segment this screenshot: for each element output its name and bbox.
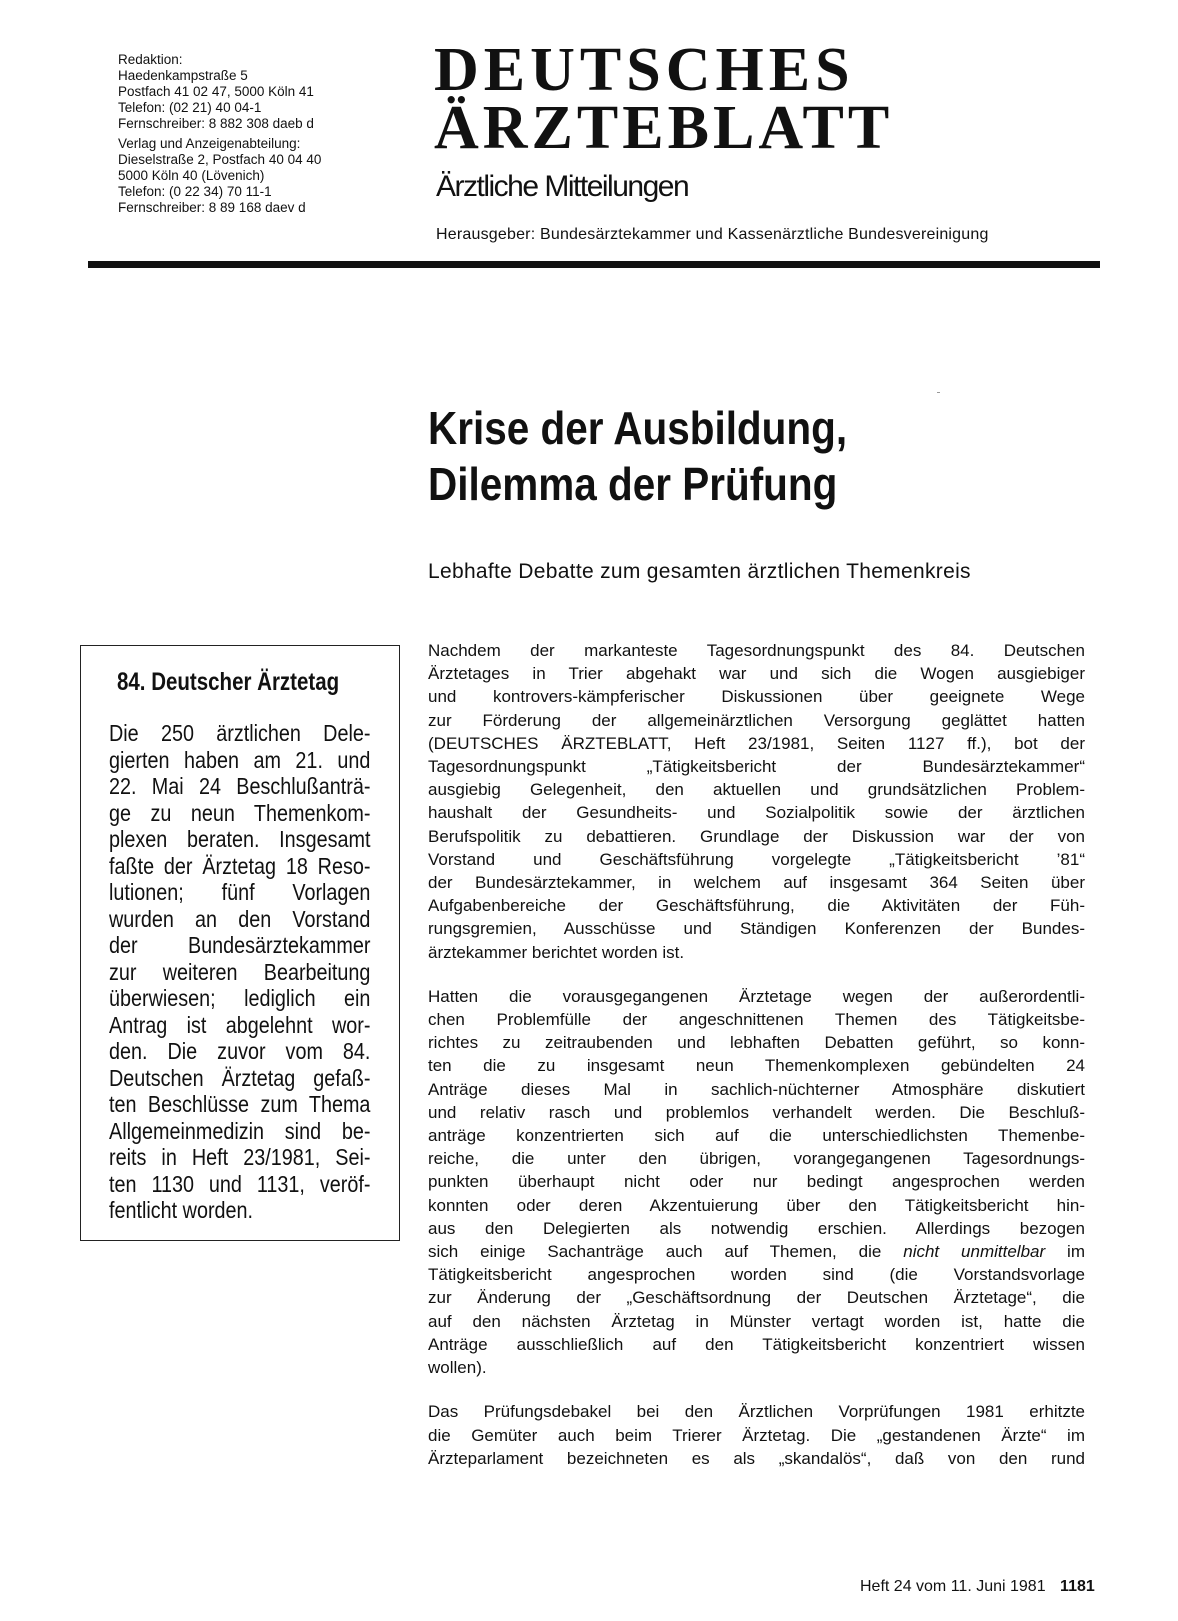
sidebar-line: reits in Heft 23/1981, Sei-	[109, 1144, 371, 1170]
paragraph-line: Berufspolitik zu debattieren. Grundlage der Diskussion war der von	[428, 826, 1085, 846]
address-line: Telefon: (02 21) 40 04-1	[118, 100, 262, 115]
publisher-address	[118, 136, 388, 216]
paragraph-line: ärztekammer berichtet worden ist.	[428, 942, 685, 962]
article-paragraph	[428, 1400, 1085, 1470]
paragraph-line: Vorstand und Geschäftsführung vorgelegte „Tätigkeitsbericht ’81“	[428, 849, 1085, 869]
article-headline	[428, 400, 847, 512]
paragraph-line: richtes zu zeitraubenden und lebhaften Debatten geführt, so konn-	[428, 1033, 1085, 1053]
sidebar-text	[109, 720, 371, 1224]
headline-line: Krise der Ausbildung,	[428, 402, 848, 454]
paragraph-line: die Gemüter auch beim Trierer Ärztetag. Die „gestandenen Ärzte“ im	[428, 1425, 1085, 1445]
masthead-publisher: Herausgeber: Bundesärztekammer und Kassenärztliche Bundesvereinigung	[436, 226, 989, 243]
address-line: Haedenkampstraße 5	[118, 68, 248, 83]
sidebar-line: wurden an den Vorstand	[109, 905, 371, 932]
sidebar-line: zur weiteren Bearbeitung	[109, 958, 371, 985]
sidebar-line: Die 250 ärztlichen Dele-	[109, 720, 371, 746]
paragraph-line: Ärztetages in Trier abgehakt war und sich die Wogen ausgiebiger	[428, 664, 1085, 684]
headline-line: Dilemma der Prüfung	[428, 458, 838, 510]
paragraph-line: reiche, die unter den übrigen, vorangegangenen Tagesordnungs-	[428, 1149, 1085, 1169]
print-mark	[937, 392, 940, 393]
paragraph-line: der Bundesärztekammer, in welchem auf insgesamt 364 Seiten über	[428, 873, 1085, 893]
paragraph-line: und kontrovers-kämpferischer Diskussionen über geeignete Wege	[428, 687, 1085, 707]
paragraph-line: sich einige Sachanträge auch auf Themen, die nicht unmittelbar im	[428, 1242, 1085, 1262]
address-line: Dieselstraße 2, Postfach 40 04 40	[118, 152, 322, 167]
address-line: Verlag und Anzeigenabteilung:	[118, 136, 301, 151]
paragraph-line: zur Änderung der „Geschäftsordnung der Deutschen Ärztetage“, die	[428, 1288, 1085, 1308]
paragraph-line: anträge konzentrierten sich auf die unterschiedlichsten Themenbe-	[428, 1126, 1085, 1146]
sidebar-title: 84. Deutscher Ärztetag	[117, 668, 340, 696]
paragraph-line: auf den nächsten Ärztetag in Münster vertagt worden ist, hatte die	[428, 1311, 1085, 1331]
sidebar-box	[80, 645, 400, 1241]
paragraph-line: ausgiebig Gelegenheit, den aktuellen und grundsätzlichen Problem-	[428, 780, 1085, 800]
address-line: Fernschreiber: 8 882 308 daeb d	[118, 116, 314, 131]
address-line: Redaktion:	[118, 52, 183, 67]
sidebar-line: ten 1130 und 1131, veröf-	[109, 1170, 371, 1197]
address-line: Postfach 41 02 47, 5000 Köln 41	[118, 84, 314, 99]
article-deck: Lebhafte Debatte zum gesamten ärztlichen Themenkreis	[428, 560, 971, 583]
address-line: Fernschreiber: 8 89 168 daev d	[118, 200, 306, 215]
paragraph-line: konnten oder deren Akzentuierung über den Tätigkeitsbericht hin-	[428, 1195, 1085, 1215]
article-paragraph	[428, 639, 1085, 964]
article-paragraph	[428, 985, 1085, 1379]
sidebar-line: Antrag ist abgelehnt wor-	[109, 1011, 371, 1038]
paragraph-line: (DEUTSCHES ÄRZTEBLATT, Heft 23/1981, Seiten 1127 ff.), bot der	[428, 733, 1085, 753]
paragraph-line: punkten überhaupt nicht oder nur bedingt angesprochen werden	[428, 1172, 1085, 1192]
paragraph-line: rungsgremien, Ausschüsse und Ständigen Konferenzen der Bundes-	[428, 919, 1085, 939]
paragraph-line: Das Prüfungsdebakel bei den Ärztlichen Vorprüfungen 1981 erhitzte	[428, 1402, 1085, 1422]
sidebar-line: der Bundesärztekammer	[109, 932, 371, 958]
sidebar-line: Allgemeinmedizin sind be-	[109, 1117, 371, 1144]
paragraph-line: aus den Delegierten als notwendig erschien. Allerdings bezogen	[428, 1218, 1085, 1238]
editorial-address	[118, 52, 388, 132]
paragraph-line: haushalt der Gesundheits- und Sozialpolitik sowie der ärztlichen	[428, 803, 1085, 823]
address-line: Telefon: (0 22 34) 70 11-1	[118, 184, 272, 199]
masthead-address	[118, 52, 388, 220]
address-line: 5000 Köln 40 (Lövenich)	[118, 168, 265, 183]
paragraph-line: Tagesordnungspunkt „Tätigkeitsbericht der Bundesärztekammer“	[428, 757, 1085, 777]
paragraph-line: zur Förderung der allgemeinärztlichen Versorgung geglättet hatten	[428, 710, 1085, 730]
sidebar-line: fentlicht worden.	[109, 1197, 254, 1223]
paragraph-line: Ärzteparlament bezeichneten es als „skandalös“, daß von den rund	[428, 1448, 1085, 1468]
sidebar-line: den. Die zuvor vom 84.	[109, 1038, 371, 1064]
paragraph-line: Tätigkeitsbericht angesprochen worden sind (die Vorstandsvorlage	[428, 1265, 1085, 1285]
paragraph-line: und relativ rasch und problemlos verhandelt werden. Die Beschluß-	[428, 1102, 1085, 1122]
paragraph-line: Aufgabenbereiche der Geschäftsführung, die Aktivitäten der Füh-	[428, 896, 1085, 916]
page-footer	[860, 1578, 1095, 1596]
masthead-subtitle: Ärztliche Mitteilungen	[436, 170, 689, 203]
sidebar-line: plexen beraten. Insgesamt	[109, 826, 371, 852]
article-body	[428, 639, 1085, 1491]
page-number: 1181	[1060, 1578, 1095, 1595]
issue-info: Heft 24 vom 11. Juni 1981	[860, 1578, 1046, 1595]
sidebar-line: 22. Mai 24 Beschlußanträ-	[109, 773, 371, 799]
sidebar-line: überwiesen; lediglich ein	[109, 985, 371, 1011]
paragraph-line: Hatten die vorausgegangenen Ärztetage wegen der außerordentli-	[428, 986, 1085, 1006]
paragraph-line: Anträge dieses Mal in sachlich-nüchterner Atmosphäre diskutiert	[428, 1079, 1085, 1099]
sidebar-line: lutionen; fünf Vorlagen	[109, 879, 371, 905]
paragraph-line: chen Problemfülle der angeschnittenen Themen des Tätigkeitsbe-	[428, 1010, 1085, 1030]
paragraph-line: ten die zu insgesamt neun Themenkomplexen gebündelten 24	[428, 1056, 1085, 1076]
paragraph-line: Anträge ausschließlich auf den Tätigkeitsbericht konzentriert wissen	[428, 1334, 1085, 1354]
sidebar-line: Deutschen Ärztetag gefaß-	[109, 1064, 371, 1091]
sidebar-line: ge zu neun Themenkom-	[109, 799, 371, 826]
sidebar-line: faßte der Ärztetag 18 Reso-	[109, 852, 371, 879]
sidebar-line: ten Beschlüsse zum Thema	[109, 1091, 371, 1117]
paragraph-line: Nachdem der markanteste Tagesordnungspunkt des 84. Deutschen	[428, 641, 1085, 660]
sidebar-line: gierten haben am 21. und	[109, 746, 371, 773]
masthead-title-line1: DEUTSCHES	[434, 36, 855, 104]
emphasis: nicht unmittelbar	[903, 1242, 1046, 1262]
masthead-title-line2: ÄRZTEBLATT	[434, 94, 894, 162]
paragraph-line: wollen).	[428, 1358, 487, 1378]
masthead-rule	[88, 261, 1100, 268]
